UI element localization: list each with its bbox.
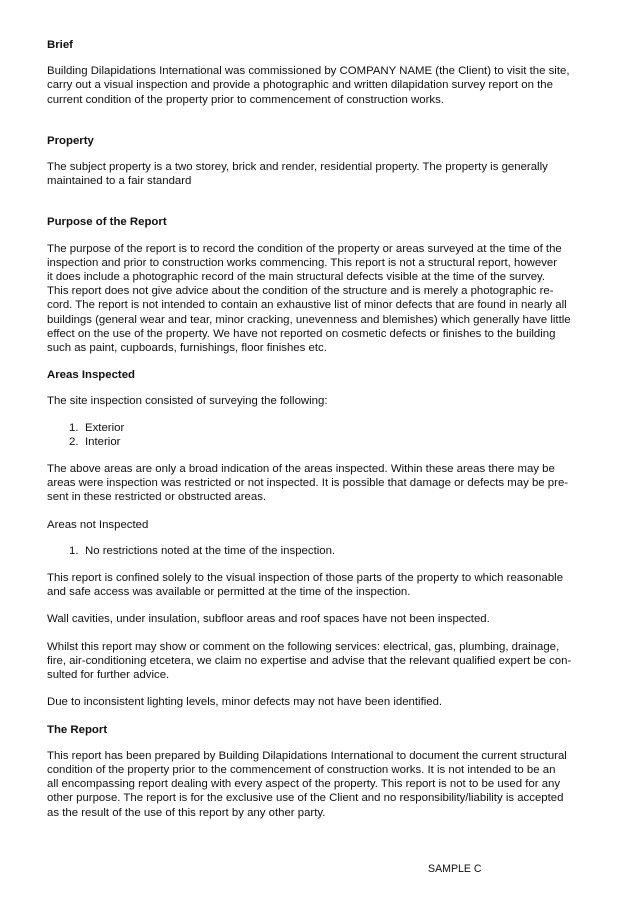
purpose-line: it does include a photographic record of the main structural defects visible at the time of the survey.: [47, 271, 546, 284]
list-item-number: 1.: [69, 421, 79, 434]
access-line: This report is confined solely to the visual inspection of those parts of the property to which reasonable: [47, 572, 564, 585]
the-report-line: other purpose. The report is for the exclusive use of the Client and no responsibility/liability is accepted: [47, 792, 564, 805]
list-item: [47, 421, 595, 435]
purpose-line: effect on the use of the property. We have not reported on cosmetic defects or finishes to the building: [47, 327, 556, 340]
section-heading-purpose: Purpose of the Report: [47, 216, 167, 229]
the-report-line: all encompassing report dealing with every aspect of the property. This report is not to be used for any: [47, 778, 561, 791]
purpose-line: The purpose of the report is to record the condition of the property or areas surveyed at the time of the: [47, 242, 562, 255]
services-paragraph: [47, 640, 595, 683]
brief-line: current condition of the property prior to commencement of construction works.: [47, 93, 444, 106]
list-item: [47, 435, 595, 449]
areas-note-line: The above areas are only a broad indication of the areas inspected. Within these areas there may be: [47, 463, 555, 476]
property-paragraph: [47, 160, 595, 188]
property-line: maintained to a fair standard: [47, 175, 192, 188]
purpose-line: buildings (general wear and tear, minor cracking, unevenness and blemishes) which generally have little: [47, 313, 571, 326]
list-item-label: Exterior: [85, 421, 125, 434]
brief-line: Building Dilapidations International was commissioned by COMPANY NAME (the Client) to visit the site,: [47, 65, 570, 78]
property-line: The subject property is a two storey, brick and render, residential property. The property is generally: [47, 161, 548, 174]
section-heading-brief: Brief: [47, 39, 73, 51]
services-line: sulted for further advice.: [47, 669, 170, 682]
brief-line: carry out a visual inspection and provide a photographic and written dilapidation survey report on the: [47, 79, 553, 92]
list-item-label: No restrictions noted at the time of the inspection.: [85, 544, 336, 557]
areas-note-line: sent in these restricted or obstructed areas.: [47, 491, 267, 504]
section-heading-areas-inspected: Areas Inspected: [47, 369, 135, 382]
areas-inspected-intro: The site inspection consisted of surveying the following:: [47, 395, 328, 408]
section-heading-areas-not-inspected: Areas not Inspected: [47, 518, 149, 531]
section-heading-the-report: The Report: [47, 723, 108, 736]
list-item: [47, 544, 595, 558]
access-line: and safe access was available or permitted at the time of the inspection.: [47, 586, 411, 599]
the-report-line: as the result of the use of this report by any other party.: [47, 806, 326, 819]
areas-not-inspected-list: [47, 544, 595, 558]
services-line: fire, air-conditioning etcetera, we claim no expertise and advise that the relevant qualified expert be con-: [47, 654, 572, 667]
areas-note-line: areas were inspection was restricted or not inspected. It is possible that damage or defects may be pre-: [47, 477, 569, 490]
the-report-line: condition of the property prior to the commencement of construction works. It is not intended to be an: [47, 763, 556, 776]
purpose-line: This report does not give advice about the condition of the structure and is merely a photographic re-: [47, 285, 554, 298]
report-page: [47, 38, 595, 820]
purpose-paragraph: [47, 242, 595, 356]
footer-sample-label: SAMPLE C: [428, 863, 482, 875]
purpose-line: such as paint, cupboards, furnishings, floor finishes etc.: [47, 342, 327, 355]
not-inspected-paragraph: Wall cavities, under insulation, subfloor areas and roof spaces have not been inspected.: [47, 613, 490, 626]
areas-inspected-list: [47, 421, 595, 449]
lighting-paragraph: Due to inconsistent lighting levels, minor defects may not have been identified.: [47, 696, 443, 709]
list-item-label: Interior: [85, 435, 121, 448]
purpose-line: inspection and prior to construction works commencing. This report is not a structural report, however: [47, 256, 558, 269]
access-paragraph: [47, 571, 595, 599]
list-item-number: 2.: [69, 435, 79, 448]
areas-inspected-note: [47, 462, 595, 505]
the-report-paragraph: [47, 749, 595, 820]
list-item-number: 1.: [69, 544, 79, 557]
purpose-line: cord. The report is not intended to contain an exhaustive list of minor defects that are found in nearly all: [47, 299, 567, 312]
the-report-line: This report has been prepared by Building Dilapidations International to document the current structural: [47, 749, 567, 762]
services-line: Whilst this report may show or comment on the following services: electrical, gas, plumbing, drainage,: [47, 640, 560, 653]
brief-paragraph: [47, 64, 595, 107]
section-heading-property: Property: [47, 134, 94, 147]
